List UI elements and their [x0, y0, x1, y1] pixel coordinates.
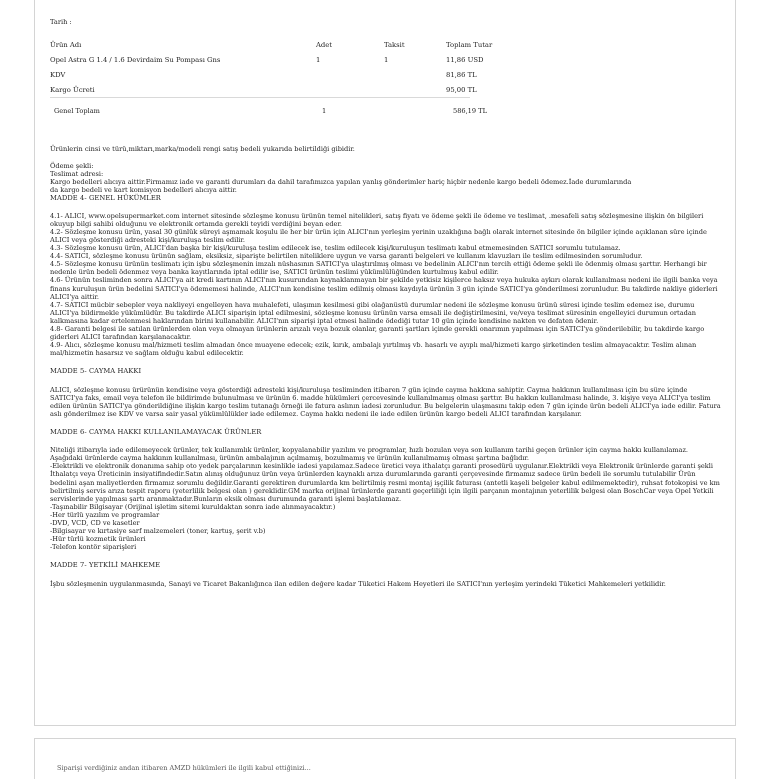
next-page-fragment: [34, 738, 736, 779]
col-header-installment: Taksit: [384, 40, 405, 49]
payment-method-label: Ödeme şekli:: [50, 162, 94, 171]
contract-text: [50, 145, 722, 588]
col-header-product: Ürün Adı: [50, 40, 82, 49]
list-item: -DVD, VCD, CD ve kasetler: [50, 518, 140, 527]
clause-4-6: 4.6- Ürünün tesliminden sonra ALICI'ya ait kredi kartının ALICI'nın kusurundan kaynaklanmayan bir şekilde yetkisiz kişilerce haksız veya hukuka aykırı olarak kullanılması nedeni ile ilgili banka veya finans kuruluşun ürün bedelini SATICI'ya ödememesi halinde, ALICI'nın kendisine teslim edilmiş olması kaydıyla ürünün 3 gün içinde SATICI'ya gönderilmesi zorunludur. Bu takdirde nakliye giderleri ALICI'ya aittir.: [50, 276, 718, 301]
shipping-terms-line1: Kargo bedelleri alıcıya aittir.Firmamız iade ve garanti durumları da dahil tarafımızca yapılan yanlış gönderimler hariç hiçbir nedenle kargo bedeli ödemez.İade durumlarında: [50, 178, 632, 187]
kdv-value: 81,86 TL: [446, 70, 477, 79]
jurisdiction-text: İşbu sözleşmenin uygulanmasında, Sanayi ve Ticaret Bakanlığınca ilan edilen değere kadar Tüketici Hakem Heyetleri ile SATICI'nın yerleşim yerindeki Tüketici Mahkemeleri yetkilidir.: [50, 579, 666, 588]
product-name: Opel Astra G 1.4 / 1.6 Devirdaim Su Pompası Gns: [50, 55, 221, 64]
withdrawal-right-text: ALICI, sözleşme konusu ürürünün kendisine veya gösterdiği adresteki kişi/kuruluşa tesliminden itibaren 7 gün içinde cayma hakkına sahiptir. Cayma hakkının kullanılması için bu süre içinde SATICI'ya faks, email veya telefon ile bildirimde bulunulması ve ürünün 6. madde hükümleri çercevesinde kullanılmamış olması şarttır. Bu hakkın kullanılması halinde, 3. kişiye veya ALICI'ya teslim edilen ürünün SATICI'ya gönderildiğine ilişkin kargo teslim tutanağı örneği ile fatura aslının iadesi zorunludur. Bu belgelerin ulaşmasını takip eden 7 gün içinde ürün bedeli ALICI'ya iade edilir. Fatura aslı gönderilmez ise KDV ve varsa sair yasal yükümlülükler iade edilemez. Cayma hakkı nedeni ile iade edilen ürünün kargo bedeli ALICI tarafından karşılanır.: [50, 385, 721, 418]
footer-fragment-text: Siparişi verdiğiniz andan itibaren AMZD hükümleri ile ilgili kabul ettiğinizi...: [57, 764, 311, 772]
contract-page: [34, 0, 736, 726]
col-header-total: Toplam Tutar: [446, 40, 493, 49]
clause-4-3: 4.3- Sözleşme konusu ürün, ALICI'dan başka bir kişi/kuruluşa teslim edilecek ise, teslim edilecek kişi/kuruluşun teslimatı kabul etmemesinden SATICI sorumlu tutulamaz.: [50, 244, 621, 253]
shipping-terms-line2: da kargo bedeli ve kart komisyon bedelleri alıcıya aittir.: [50, 186, 237, 195]
delivery-address-label: Teslimat adresi:: [50, 170, 104, 179]
list-item: -Hür türlü kozmetik ürünleri: [50, 535, 146, 544]
non-returnable-electronics: -Elektrikli ve elektronik donanıma sahip oto yedek parçalarının kesinlikle iadesi yapılamaz.Sadece üretici veya ithalatçı garanti prosedürü uygulanır.Elektrikli veya Elektronik ürünlerde garanti şekli İthalatçı veya Üreticinin insiyatifindedir.Satın alınış olduğunuz ürün veya ürünlerden kaynaklı arıza durumlarında garanti çerçevesinde firmamız sadece ürün bedeli ile sorumlu tutulabilir Ürün bedelini aşan maliyetlerden firmamız sorumlu değildir.Garanti gerektiren durumlarda km belirtilmiş resmi montaj işçilik faturası (antetli kaşeli belgeler kabul edilmemektedir), ruhsat fotokopisi ve km belirtilmiş servis arıza tespit raporu (yeterlilik belgesi olan ) gereklidir.GM marka orijinal ürünlerde garanti geçerliliği için ilgili parçanın montajının yeterlilik belgesi olan BoschCar veya Opel Yetkili servislerinde yapılması şartı aranmaktadır.Bunların eksik olması durumunda garanti işlemi başlatılamaz.: [50, 462, 720, 503]
grand-total-quantity: 1: [322, 107, 327, 115]
section-title-madde5: MADDE 5- CAYMA HAKKI: [50, 367, 142, 376]
date-label: Tarih :: [50, 18, 72, 26]
product-total: 11,86 USD: [446, 55, 484, 64]
list-item: -Bilgisayar ve kırtasiye sarf malzemeleri (toner, kartuş, şerit v.b): [50, 527, 266, 536]
clause-4-1: 4.1- ALICI, www.opelsupermarket.com internet sitesinde sözleşme konusu ürünün temel nitelikleri, satış fiyatı ve ödeme şekli ile ödeme ve teslimat, .mesafeli satış sözleşmesine ilişkin ön bilgileri okuyup bilgi sahibi olduğunu ve elektronik ortamda gerekli teyidi verdiğini beyan eder.: [50, 211, 704, 228]
list-item: -Her türlü yazılım ve programlar: [50, 510, 160, 519]
list-item: -Telefon kontör siparişleri: [50, 543, 137, 552]
table-row: [50, 82, 566, 97]
section-title-madde4: MADDE 4- GENEL HÜKÜMLER: [50, 194, 161, 203]
shipping-label: Kargo Ücreti: [50, 85, 95, 94]
product-quantity: 1: [316, 55, 321, 64]
order-table: [50, 37, 566, 97]
shipping-value: 95,00 TL: [446, 85, 477, 94]
list-item: -Taşınabilir Bilgisayar (Orijinal işletim sitemi kuruldaktan sonra iade alınmayacaktır.): [50, 502, 336, 511]
clause-4-5: 4.5- Sözleşme konusu ürünün teslimatı için işbu sözleşmenin imzalı nüshasının SATICI'ya ulaştırılmış olması ve bedelinin ALICI'nın tercih ettiği ödeme şekli ile ödenmiş olması şarttır. Herhangi bir nedenle ürün bedeli ödenmez veya banka kayıtlarında iptal edilir ise, SATICI ürünün teslimi yükümlülüğünden kurtulmuş kabul edilir.: [50, 260, 707, 277]
clause-4-2: 4.2- Sözleşme konusu ürün, yasal 30 günlük süreyi aşmamak koşulu ile her bir ürün için ALICI'nın yerleşim yerinin uzaklığına bağlı olarak internet sitesinde ön bilgiler içinde açıklanan süre içinde ALICI veya gösterdiği adresteki kişi/kuruluşa teslim edilir.: [50, 227, 707, 244]
section-title-madde6: MADDE 6- CAYMA HAKKI KULLANILAMAYACAK ÜRÜNLER: [50, 427, 262, 436]
table-header-row: [50, 37, 566, 52]
clause-4-8: 4.8- Garanti belgesi ile satılan ürünlerden olan veya olmayan ürünlerin arızalı veya bozuk olanlar, garanti şartları içinde gerekli onarımın yapılması için SATICI'ya gönderilebilir, bu takdirde kargo giderleri ALICI tarafından karşılanacaktır.: [50, 324, 705, 342]
clause-4-7: 4.7- SATICI mücbir sebepler veya nakliyeyi engelleyen hava muhalefeti, ulaşımın kesilmesi gibi olağanüstü durumlar nedeni ile sözleşme konusu ürünü süresi içinde teslim edemez ise, durumu ALICI'ya bildirmekle yükümlüdür. Bu takdirde ALICI siparişin iptal edilmesini, sözleşme konusu ürünün varsa emsali ile değiştirilmesini, ve/veya teslimat süresinin engelleyici durumun ortadan kalkmasına kadar ertelenmesi haklarından birini kullanabilir. ALICI'nın siparişi iptal etmesi halinde ödediği tutar 10 gün içinde kendisine nakten ve defaten ödenir.: [50, 300, 697, 325]
col-header-quantity: Adet: [316, 40, 333, 49]
product-installment: 1: [384, 55, 389, 64]
total-divider: [50, 97, 470, 98]
grand-total-label: Genel Toplam: [54, 107, 100, 115]
clause-4-9: 4.9- Alıcı, sözleşme konusu mal/hizmeti teslim almadan önce muayene edecek; ezik, kırık, ambalajı yırtılmış vb. hasarlı ve ayıplı mal/hizmeti kargo şirketinden teslim almayacaktır. Teslim alınan mal/hizmetin hasarsız ve sağlam olduğu kabul edilecektir.: [50, 341, 697, 358]
non-returnable-intro: Niteliği itibarıyla iade edilemeyecek ürünler, tek kullanımlık ürünler, kopyalanabilir yazılım ve programlar, hızlı bozulan veya son kullanım tarihi geçen ürünler için cayma hakkı kullanılamaz. Aşağıdaki ürünlerde cayma hakkının kullanılması, ürünün ambalajının açılmamış, bozulmamış ve ürünün kullanılmamış olması şartına bağlıdır.: [50, 446, 689, 463]
section-title-madde7: MADDE 7- YETKİLİ MAHKEME: [50, 561, 161, 570]
table-row: [50, 67, 566, 82]
kdv-label: KDV: [50, 70, 66, 79]
clause-4-4: 4.4- SATICI, sözleşme konusu ürünün sağlam, eksiksiz, siparişte belirtilen niteliklere uygun ve varsa garanti belgeleri ve kullanım klavuzları ile teslim edilmesinden sorumludur.: [50, 252, 643, 261]
grand-total-value: 586,19 TL: [453, 107, 487, 115]
table-row: [50, 52, 566, 67]
product-note: Ürünlerin cinsi ve türü,miktarı,marka/modeli rengi satış bedeli yukarıda belirtildiği gibidir.: [50, 145, 355, 153]
